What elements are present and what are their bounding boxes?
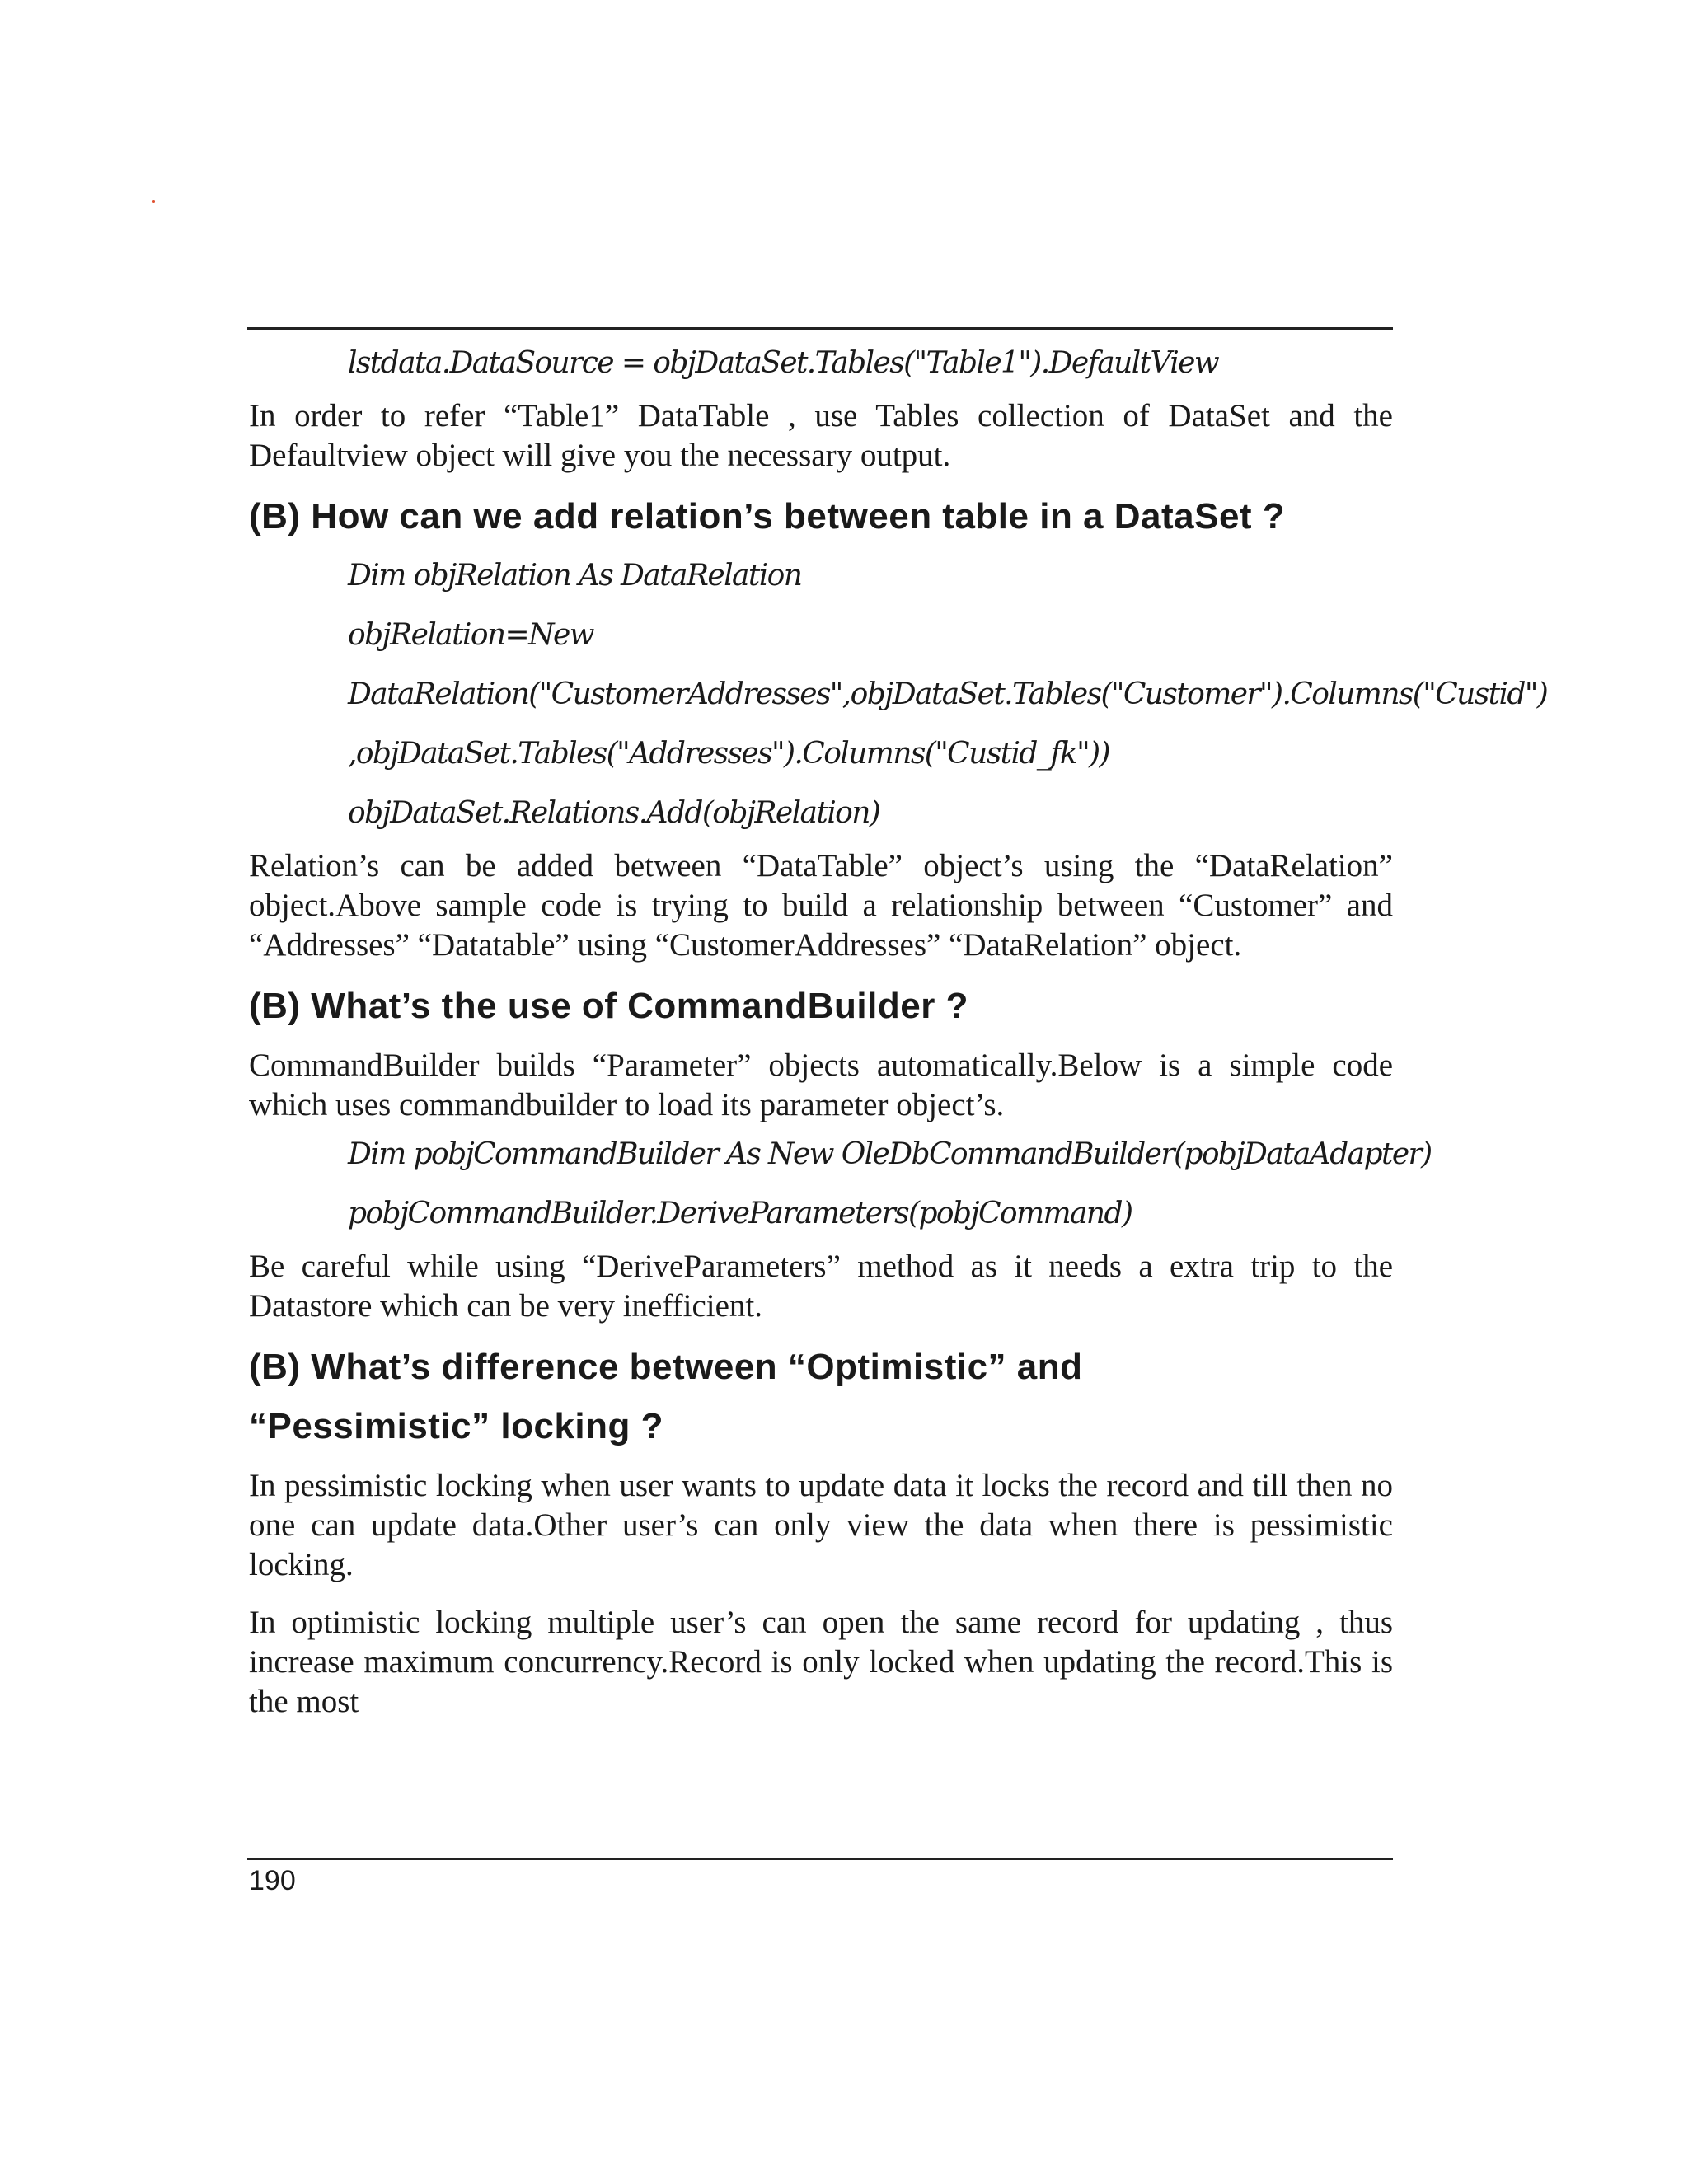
code-line: Dim objRelation As DataRelation (348, 559, 802, 593)
header-rule (247, 327, 1393, 330)
section-heading (249, 1338, 1393, 1456)
body-paragraph: Be careful while using “DeriveParameters” method as it needs a extra trip to the Datastore which can be very inefficient. (249, 1249, 1393, 1324)
body-paragraph: In optimistic locking multiple user’s can open the same record for updating , thus increase maximum concurrency.Record is only locked when updating the record.This is the most (249, 1605, 1393, 1719)
code-line: lstdata.DataSource = objDataSet.Tables("Table1").DefaultView (348, 346, 1219, 380)
heading-line: (B) What’s difference between “Optimistic” and (249, 1347, 1083, 1387)
code-block (249, 546, 1548, 843)
section-heading: (B) How can we add relation’s between table in a DataSet ? (249, 496, 1286, 537)
body-paragraph: In pessimistic locking when user wants to update data it locks the record and till then no one can update data.Other user’s can only view the data when there is pessimistic locking. (249, 1468, 1393, 1582)
code-line: pobjCommandBuilder.DeriveParameters(pobjCommand) (348, 1197, 1132, 1230)
code-block (249, 1125, 1432, 1244)
print-speck (152, 200, 155, 203)
code-line: objDataSet.Relations.Add(objRelation) (348, 796, 880, 830)
code-line: Dim pobjCommandBuilder As New OleDbCommandBuilder(pobjDataAdapter) (348, 1137, 1432, 1171)
code-line: objRelation=New (348, 618, 593, 652)
body-paragraph: In order to refer “Table1” DataTable , use Tables collection of DataSet and the Defaultview object will give you the necessary output. (249, 398, 1393, 473)
body-paragraph: CommandBuilder builds “Parameter” objects automatically.Below is a simple code which uses commandbuilder to load its parameter object’s. (249, 1047, 1393, 1122)
code-line: ,objDataSet.Tables("Addresses").Columns("Custid_fk")) (348, 737, 1109, 771)
body-paragraph: Relation’s can be added between “DataTable” object’s using the “DataRelation” object.Above sample code is trying to build a relationship between “Customer” and “Addresses” “Datatable” using “CustomerAddresses” “DataRelation” object. (249, 848, 1393, 963)
page-number: 190 (249, 1865, 296, 1896)
heading-line: “Pessimistic” locking ? (249, 1406, 663, 1446)
footer-rule (247, 1858, 1393, 1860)
page-body (249, 334, 1548, 1722)
section-heading: (B) What’s the use of CommandBuilder ? (249, 986, 968, 1026)
code-line: DataRelation("CustomerAddresses",objDataSet.Tables("Customer").Columns("Custid") (348, 677, 1548, 711)
